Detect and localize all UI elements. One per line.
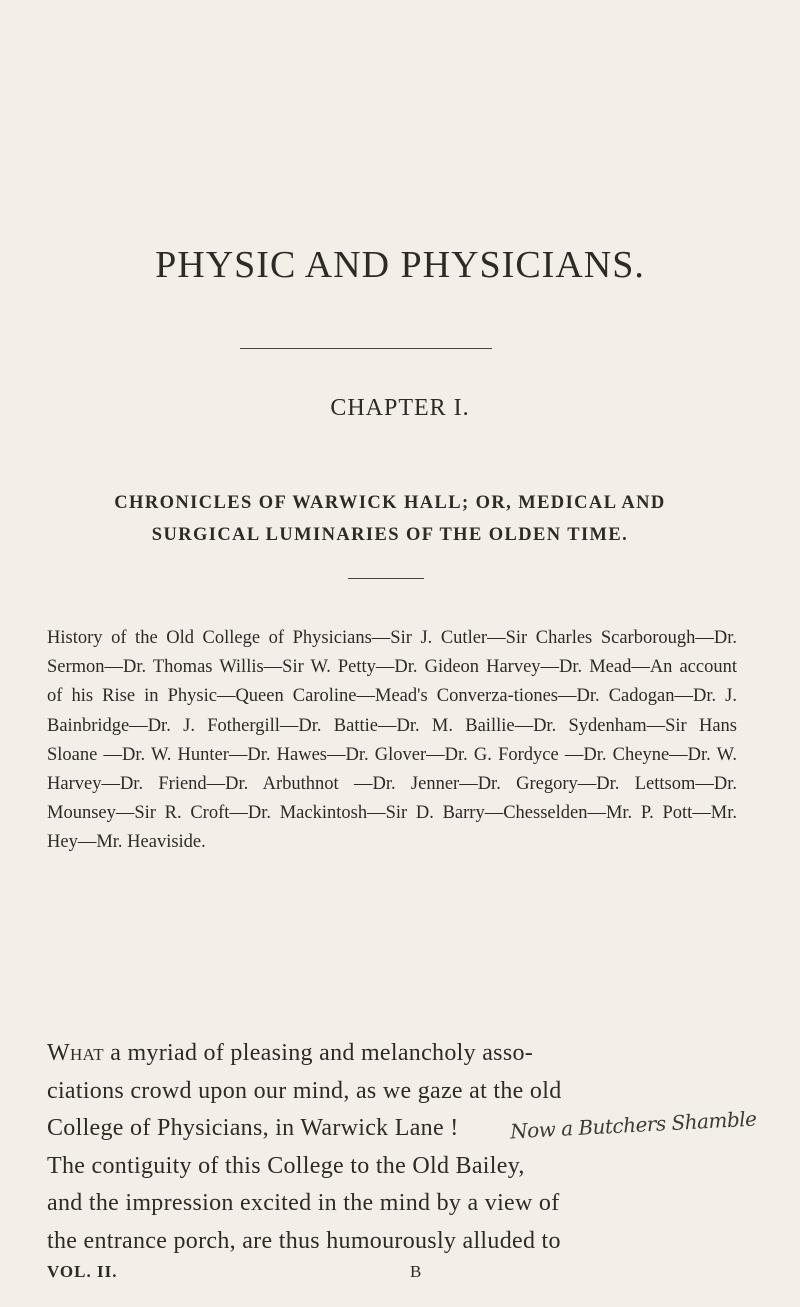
summary-text: History of the Old College of Physicians—Sir J. Cutler—Sir Charles Scarborough—Dr. Sermon—Dr. Thomas Willis—Sir W. Petty—Dr. Gideon Harvey—Dr. Mead—An account of his Rise in Physic—Queen Caroline—Mead's Converza-tiones—Dr. Cadogan—Dr. J. Bainbridge—Dr. J. Fothergill—Dr. Battie—Dr. M. Baillie—Dr. Sydenham—Sir Hans Sloane —Dr. W. Hunter—Dr. Hawes—Dr. Glover—Dr. G. Fordyce —Dr. Cheyne—Dr. W. Harvey—Dr. Friend—Dr. Arbuthnot —Dr. Jenner—Dr. Gregory—Dr. Lettsom—Dr. Mounsey—Sir R. Croft—Dr. Mackintosh—Sir D. Barry—Chesselden—Mr. P. Pott—Mr. Hey—Mr. Heaviside.: [47, 628, 737, 853]
handwritten-annotation: Now a Butchers Shamble: [509, 1106, 757, 1144]
body-text: [47, 1035, 747, 1260]
body-line-1-rest: a myriad of pleasing and melancholy asso-: [103, 1040, 534, 1066]
title-rule: [240, 348, 492, 349]
body-line-2: ciations crowd upon our mind, as we gaze at the old: [47, 1077, 562, 1104]
body-line-5: and the impression excited in the mind by a view of: [47, 1190, 560, 1216]
body-line-1: [47, 1035, 747, 1073]
body-line-3: College of Physicians, in Warwick Lane !: [47, 1115, 459, 1141]
footer-volume: VOL. II.: [47, 1262, 118, 1281]
drop-word: What: [47, 1040, 104, 1066]
chapter-heading: CHAPTER I.: [330, 395, 470, 421]
body-line-6: the entrance porch, are thus humourously alluded to: [47, 1227, 561, 1254]
body-line-4: The contiguity of this College to the Old Bailey,: [47, 1152, 525, 1179]
chapter-title-line-2: SURGICAL LUMINARIES OF THE OLDEN TIME.: [151, 525, 629, 545]
section-rule: [348, 578, 424, 579]
chapter-title-line-1: CHRONICLES OF WARWICK HALL; OR, MEDICAL AND: [114, 493, 666, 513]
footer-signature: B: [410, 1262, 423, 1281]
chapter-summary: [47, 624, 737, 858]
chapter-title: [30, 487, 750, 551]
running-title: PHYSIC AND PHYSICIANS.: [155, 244, 645, 286]
